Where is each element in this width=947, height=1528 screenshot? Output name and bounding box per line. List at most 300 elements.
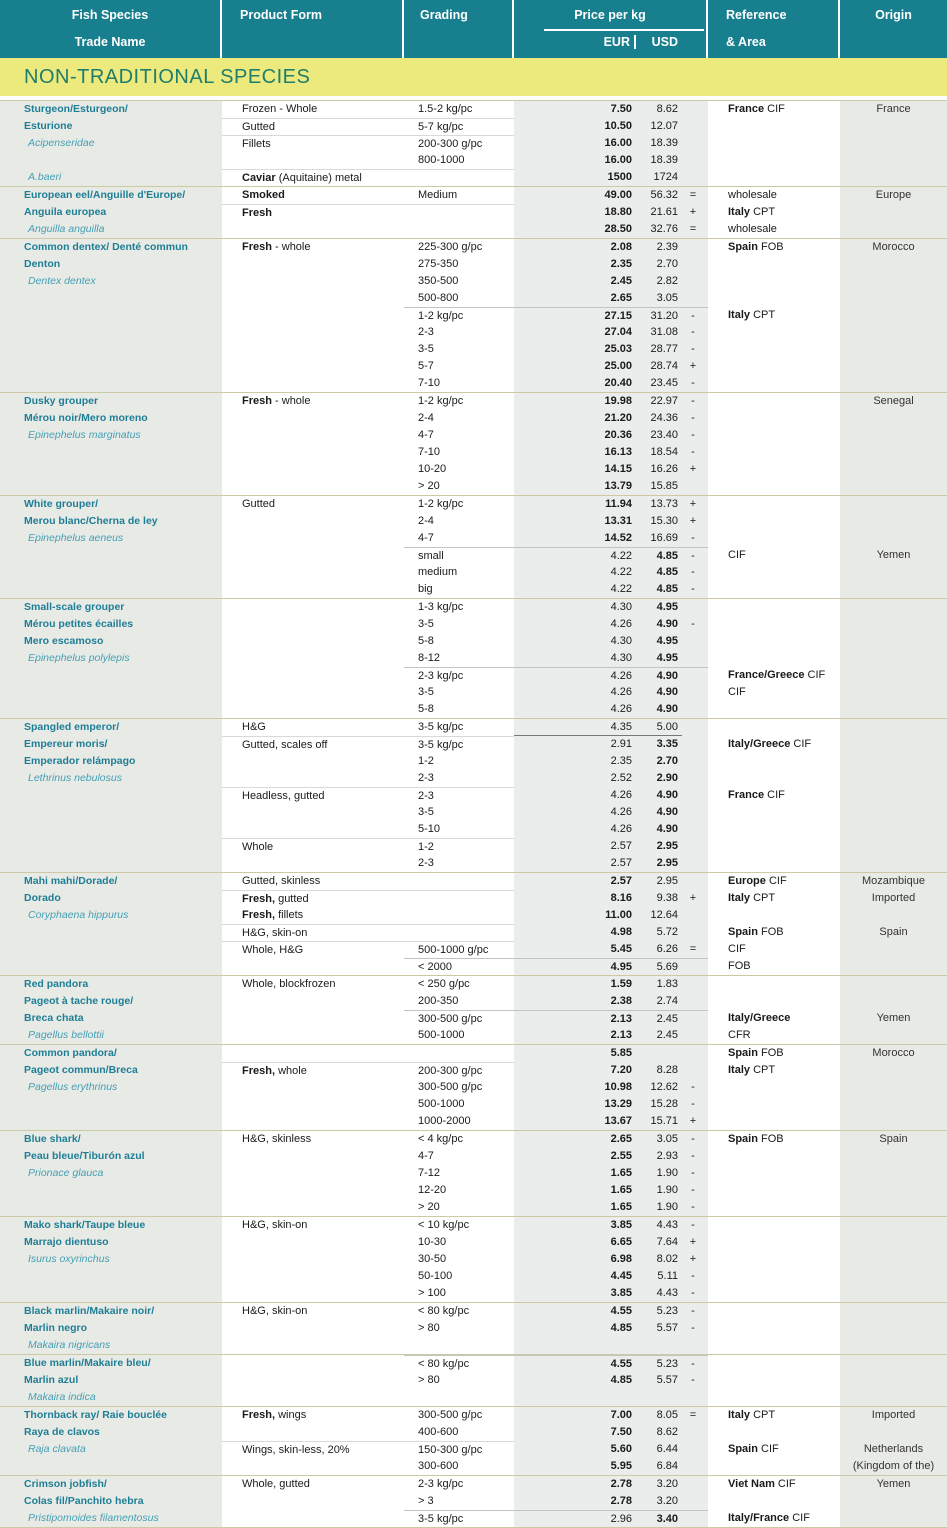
product-form-cell [222, 256, 404, 273]
reference-cell: Italy CPT [728, 1064, 776, 1076]
product-form-cell: Whole, H&G [222, 941, 404, 958]
header-usd-label: USD [634, 35, 682, 49]
price-eur-cell: 2.65 [514, 1131, 634, 1148]
price-eur-cell: 7.50 [514, 101, 634, 118]
grading-cell: 4-7 [418, 1150, 434, 1162]
price-row [222, 1182, 947, 1199]
reference-cell: Italy CPT [728, 1409, 776, 1421]
section-rows [222, 496, 947, 598]
grading-cell: 7-12 [418, 1167, 441, 1179]
price-usd-cell: 3.20 [634, 1476, 682, 1493]
trend-indicator-cell: - [682, 1217, 708, 1234]
reference-country: Spain [728, 241, 758, 253]
trend-indicator-cell [682, 907, 708, 924]
grading-cell: 1-3 kg/pc [418, 601, 464, 613]
reference-cell [708, 564, 840, 581]
grading-cell: 2-3 kg/pc [404, 667, 514, 684]
product-form-cell: H&G [242, 721, 266, 733]
reference-cell [708, 513, 840, 530]
origin-cell [840, 633, 947, 650]
product-form-cell: Headless, gutted [222, 787, 404, 804]
product-form-cell [222, 1096, 404, 1113]
price-eur-cell: 4.26 [514, 684, 634, 701]
species-cell-filler [0, 307, 222, 324]
reference-country: Italy/France [728, 1512, 790, 1524]
reference-cell [708, 1234, 840, 1251]
origin-cell [840, 1096, 947, 1113]
grading-cell: < 80 kg/pc [418, 1305, 470, 1317]
price-usd-cell: 4.90 [634, 616, 682, 633]
price-usd-cell: 12.62 [634, 1079, 682, 1096]
price-row [222, 616, 947, 633]
price-eur-cell: 4.30 [514, 599, 634, 616]
species-section [0, 238, 947, 392]
price-header-rule [544, 29, 704, 31]
origin-cell [840, 1372, 947, 1389]
species-cell-filler [0, 804, 222, 821]
price-row [222, 1062, 947, 1079]
trend-indicator-cell [682, 1389, 708, 1406]
product-form-cell [222, 1165, 404, 1182]
price-row [222, 736, 947, 753]
reference-country: Italy [728, 1409, 751, 1421]
trend-indicator-cell [682, 1476, 708, 1493]
price-row [222, 1458, 947, 1475]
price-eur-cell: 2.38 [514, 993, 634, 1010]
product-form-cell [222, 444, 404, 461]
price-row [222, 564, 947, 581]
species-name-line: Black marlin/Makaire noir/ [24, 1305, 155, 1317]
product-form-cell [222, 1113, 404, 1130]
price-row [222, 701, 947, 718]
trend-indicator-cell: - [682, 375, 708, 392]
price-eur-cell: 2.52 [514, 770, 634, 787]
price-eur-cell: 21.20 [514, 410, 634, 427]
price-row [222, 1165, 947, 1182]
grading-cell: 3-5 [418, 806, 434, 818]
price-eur-cell: 2.57 [514, 838, 634, 855]
species-name-line: Breca chata [24, 1012, 84, 1024]
price-row [222, 770, 947, 787]
product-form-cell [222, 410, 404, 427]
section-banner-title: NON-TRADITIONAL SPECIES [24, 65, 311, 88]
grading-cell: 1000-2000 [418, 1115, 471, 1127]
origin-cell [840, 855, 947, 872]
price-eur-cell [514, 1389, 634, 1406]
reference-cell [708, 152, 840, 169]
product-form-cell [222, 1320, 404, 1337]
trend-indicator-cell: - [682, 616, 708, 633]
header-trade-name-label: Trade Name [74, 35, 146, 49]
species-name-line: Marrajo dientuso [24, 1236, 109, 1248]
trend-indicator-cell: - [682, 341, 708, 358]
product-form-cell: Fillets [222, 135, 404, 152]
trend-indicator-cell: - [682, 581, 708, 598]
price-usd-cell: 4.90 [634, 787, 682, 804]
reference-cell [708, 1096, 840, 1113]
origin-cell [840, 290, 947, 307]
price-usd-cell: 3.05 [634, 290, 682, 307]
grading-cell: < 2000 [404, 958, 514, 975]
trend-indicator-cell: - [682, 530, 708, 547]
origin-cell [840, 1493, 947, 1510]
species-scientific-name: Raja clavata [28, 1443, 86, 1455]
species-name-line [0, 152, 222, 169]
price-usd-cell: 3.35 [634, 736, 682, 753]
grading-cell: 5-10 [418, 823, 441, 835]
reference-cell [708, 753, 840, 770]
price-row [222, 1337, 947, 1354]
trend-indicator-cell [682, 633, 708, 650]
origin-cell: France [840, 101, 947, 118]
price-usd-cell: 1724 [634, 169, 682, 186]
product-form-cell: Caviar (Aquitaine) metal [222, 169, 404, 186]
price-eur-cell: 4.26 [514, 701, 634, 718]
reference-cell [708, 1320, 840, 1337]
trend-indicator-cell: - [682, 1303, 708, 1320]
price-usd-cell: 4.95 [634, 599, 682, 616]
origin-cell [840, 513, 947, 530]
trend-indicator-cell [682, 273, 708, 290]
price-usd-cell: 1.83 [634, 976, 682, 993]
product-form-cell [222, 564, 404, 581]
origin-cell [840, 410, 947, 427]
price-row [222, 358, 947, 375]
price-eur-cell: 11.94 [514, 496, 634, 513]
price-eur-cell: 4.30 [514, 650, 634, 667]
species-name-line: Marlin azul [24, 1374, 79, 1386]
grading-cell [404, 890, 514, 907]
price-usd-cell: 5.72 [634, 924, 682, 941]
species-name-line: Denton [24, 258, 61, 270]
species-name-line: Common pandora/ [24, 1047, 117, 1059]
price-eur-cell: 4.26 [514, 821, 634, 838]
price-usd-cell: 5.57 [634, 1372, 682, 1389]
trend-indicator-cell: - [682, 1320, 708, 1337]
price-row [222, 290, 947, 307]
price-usd-cell: 24.36 [634, 410, 682, 427]
species-cell [0, 496, 222, 598]
product-form-cell [222, 804, 404, 821]
origin-cell [840, 821, 947, 838]
origin-cell [840, 496, 947, 513]
price-eur-cell: 10.50 [514, 118, 634, 135]
reference-country: Italy/Greece [728, 1012, 791, 1024]
species-name-line: Blue shark/ [24, 1133, 81, 1145]
species-section [0, 975, 947, 1044]
price-row [222, 1010, 947, 1027]
price-usd-cell: 4.43 [634, 1285, 682, 1302]
price-usd-cell: 28.77 [634, 341, 682, 358]
reference-cell: Europe CIF [728, 875, 787, 887]
reference-cell [708, 1458, 840, 1475]
price-eur-cell: 16.00 [514, 135, 634, 152]
price-row [222, 273, 947, 290]
species-scientific-name: Epinephelus marginatus [28, 429, 141, 441]
grading-cell: 1-2 [404, 838, 514, 855]
section-rows [222, 1407, 947, 1475]
grading-cell: 2-4 [418, 515, 434, 527]
product-form-cell [222, 616, 404, 633]
grading-cell: 5-7 kg/pc [404, 118, 514, 135]
grading-cell: 1-2 [418, 755, 434, 767]
reference-cell [708, 341, 840, 358]
trend-indicator-cell: - [682, 1165, 708, 1182]
origin-cell [840, 444, 947, 461]
origin-cell: Netherlands [840, 1441, 947, 1458]
product-form-cell [222, 1510, 404, 1527]
price-usd-cell: 4.43 [634, 1217, 682, 1234]
species-name-line: Mérou petites écailles [24, 618, 134, 630]
price-row [222, 838, 947, 855]
price-eur-cell: 5.45 [514, 941, 634, 958]
trend-indicator-cell [682, 838, 708, 855]
grading-cell: > 3 [418, 1495, 434, 1507]
price-usd-cell: 4.90 [634, 667, 682, 684]
trend-indicator-cell: - [682, 427, 708, 444]
trend-indicator-cell [682, 650, 708, 667]
origin-cell [840, 719, 947, 736]
price-eur-cell: 1.59 [514, 976, 634, 993]
reference-cell [708, 1303, 840, 1320]
product-form-cell [222, 650, 404, 667]
price-eur-cell: 2.57 [514, 873, 634, 890]
price-row [222, 1372, 947, 1389]
product-form-bold: Fresh [242, 241, 272, 253]
price-eur-cell: 4.26 [514, 616, 634, 633]
product-form-cell: Gutted, skinless [242, 875, 321, 887]
price-usd-cell: 23.45 [634, 375, 682, 392]
price-row [222, 1234, 947, 1251]
origin-cell [840, 993, 947, 1010]
grading-cell: small [404, 547, 514, 564]
product-form-cell [222, 1458, 404, 1475]
header-eur-label: EUR [603, 35, 630, 49]
product-form-cell [222, 633, 404, 650]
reference-cell [708, 804, 840, 821]
grading-cell: 150-300 g/pc [404, 1441, 514, 1458]
species-name-line: White grouper/ [24, 498, 99, 510]
grading-cell: Medium [418, 189, 458, 201]
reference-cell [708, 496, 840, 513]
reference-cell [708, 993, 840, 1010]
species-cell-filler [0, 941, 222, 958]
species-name-line: Blue marlin/Makaire bleu/ [24, 1357, 151, 1369]
product-form-cell: H&G, skinless [242, 1133, 312, 1145]
price-eur-cell: 2.96 [514, 1510, 634, 1527]
reference-cell [708, 1251, 840, 1268]
reference-cell [708, 169, 840, 186]
species-section [0, 1130, 947, 1216]
grading-cell: 8-12 [418, 652, 441, 664]
price-eur-cell: 1.65 [514, 1199, 634, 1216]
origin-cell [840, 907, 947, 924]
species-section [0, 186, 947, 238]
reference-country: Italy [728, 206, 751, 218]
trend-indicator-cell [682, 958, 708, 975]
trend-indicator-cell: - [682, 547, 708, 564]
origin-cell [840, 530, 947, 547]
species-section [0, 1044, 947, 1130]
product-form-cell: Whole, blockfrozen [242, 978, 336, 990]
reference-cell: Italy CPT [728, 892, 776, 904]
origin-cell [840, 667, 947, 684]
species-scientific-name: Pristipomoides filamentosus [28, 1512, 159, 1524]
grading-cell: 500-1000 g/pc [404, 941, 514, 958]
species-cell [0, 239, 222, 392]
trend-indicator-cell: + [682, 461, 708, 478]
price-usd-cell: 5.11 [634, 1268, 682, 1285]
product-form-cell [222, 152, 404, 169]
origin-cell [840, 118, 947, 135]
price-usd-cell: 5.00 [634, 719, 682, 736]
price-eur-cell: 2.65 [514, 290, 634, 307]
price-eur-cell: 2.78 [514, 1493, 634, 1510]
price-row [222, 169, 947, 186]
trend-indicator-cell [682, 478, 708, 495]
trend-indicator-cell: - [682, 1079, 708, 1096]
product-form-cell [222, 290, 404, 307]
species-section [0, 872, 947, 975]
price-eur-cell: 4.95 [514, 958, 634, 975]
trend-indicator-cell [682, 787, 708, 804]
price-eur-cell: 1.65 [514, 1182, 634, 1199]
grading-cell: 200-300 g/pc [404, 135, 514, 152]
trend-indicator-cell: - [682, 1199, 708, 1216]
grading-cell: > 80 [418, 1322, 440, 1334]
origin-cell [840, 1268, 947, 1285]
grading-cell: 5-7 [418, 360, 434, 372]
product-form-cell [222, 1285, 404, 1302]
species-cell-filler [0, 958, 222, 975]
price-usd-cell: 18.39 [634, 152, 682, 169]
price-usd-cell: 4.95 [634, 650, 682, 667]
origin-cell: Mozambique [840, 873, 947, 890]
species-cell [0, 101, 222, 186]
reference-cell [708, 375, 840, 392]
grading-cell: 7-10 [418, 446, 441, 458]
origin-cell [840, 256, 947, 273]
price-eur-cell: 13.79 [514, 478, 634, 495]
species-section [0, 1354, 947, 1406]
species-cell-filler [0, 838, 222, 855]
origin-cell [840, 307, 947, 324]
price-eur-cell: 2.57 [514, 855, 634, 872]
reference-cell [708, 650, 840, 667]
trend-indicator-cell [682, 1010, 708, 1027]
trend-indicator-cell [682, 1441, 708, 1458]
price-eur-cell: 5.85 [514, 1045, 634, 1062]
price-row [222, 873, 947, 890]
species-cell [0, 393, 222, 495]
reference-cell [708, 1268, 840, 1285]
trend-indicator-cell: + [682, 890, 708, 907]
price-eur-cell: 4.22 [514, 581, 634, 598]
grading-cell: 7-10 [418, 377, 441, 389]
price-row [222, 1079, 947, 1096]
species-cell [0, 976, 222, 1044]
product-form-cell: Gutted [242, 498, 276, 510]
species-cell-filler [0, 821, 222, 838]
price-usd-cell: 4.90 [634, 821, 682, 838]
price-usd-cell: 18.54 [634, 444, 682, 461]
origin-cell [840, 1079, 947, 1096]
species-scientific-name: Acipenseridae [28, 137, 95, 149]
price-usd-cell: 16.69 [634, 530, 682, 547]
product-form-cell [222, 324, 404, 341]
trend-indicator-cell [682, 684, 708, 701]
price-usd-cell: 2.90 [634, 770, 682, 787]
trend-indicator-cell [682, 1493, 708, 1510]
price-usd-cell: 2.82 [634, 273, 682, 290]
species-name-line: Mahi mahi/Dorade/ [24, 875, 118, 887]
price-usd-cell: 5.69 [634, 958, 682, 975]
section-rows [222, 1355, 947, 1406]
price-row [222, 821, 947, 838]
price-eur-cell: 1.65 [514, 1165, 634, 1182]
price-usd-cell: 3.05 [634, 1131, 682, 1148]
price-row [222, 581, 947, 598]
species-section [0, 1406, 947, 1475]
price-eur-cell: 27.15 [514, 307, 634, 324]
trend-indicator-cell [682, 753, 708, 770]
price-eur-cell: 4.26 [514, 787, 634, 804]
origin-cell [840, 461, 947, 478]
reference-cell [708, 855, 840, 872]
reference-cell: CIF [728, 549, 746, 561]
trend-indicator-cell [682, 1424, 708, 1441]
product-form-cell [222, 1148, 404, 1165]
price-row [222, 993, 947, 1010]
trend-indicator-cell [682, 1027, 708, 1044]
reference-country: Spain [728, 1047, 758, 1059]
species-cell-filler [0, 924, 222, 941]
price-row [222, 513, 947, 530]
price-row [222, 855, 947, 872]
price-eur-cell: 4.45 [514, 1268, 634, 1285]
trend-indicator-cell: = [682, 941, 708, 958]
price-usd-cell: 9.38 [634, 890, 682, 907]
origin-cell: Spain [840, 924, 947, 941]
product-form-cell [222, 1268, 404, 1285]
price-usd-cell: 1.90 [634, 1182, 682, 1199]
product-form-cell [222, 530, 404, 547]
product-form-cell [222, 993, 404, 1010]
section-rows [222, 239, 947, 392]
price-usd-cell: 2.93 [634, 1148, 682, 1165]
species-name-line: Dorado [24, 892, 61, 904]
species-scientific-name: Lethrinus nebulosus [28, 772, 122, 784]
grading-cell: 2-3 [404, 787, 514, 804]
trend-indicator-cell: - [682, 307, 708, 324]
price-row [222, 341, 947, 358]
reference-cell: Italy/Greece CIF [728, 738, 812, 750]
trend-indicator-cell [682, 599, 708, 616]
species-cell-filler [0, 1458, 222, 1475]
price-usd-cell: 8.62 [634, 1424, 682, 1441]
price-usd-cell: 21.61 [634, 204, 682, 221]
section-rows [222, 1217, 947, 1302]
grading-cell: 2-3 kg/pc [418, 1478, 464, 1490]
header-origin [840, 0, 947, 58]
species-name-line: Mero escamoso [24, 635, 104, 647]
species-cell-filler [0, 1268, 222, 1285]
price-eur-cell: 4.26 [514, 667, 634, 684]
price-usd-cell: 6.84 [634, 1458, 682, 1475]
product-form-cell [222, 1234, 404, 1251]
origin-cell: Morocco [840, 239, 947, 256]
origin-cell: Europe [840, 187, 947, 204]
